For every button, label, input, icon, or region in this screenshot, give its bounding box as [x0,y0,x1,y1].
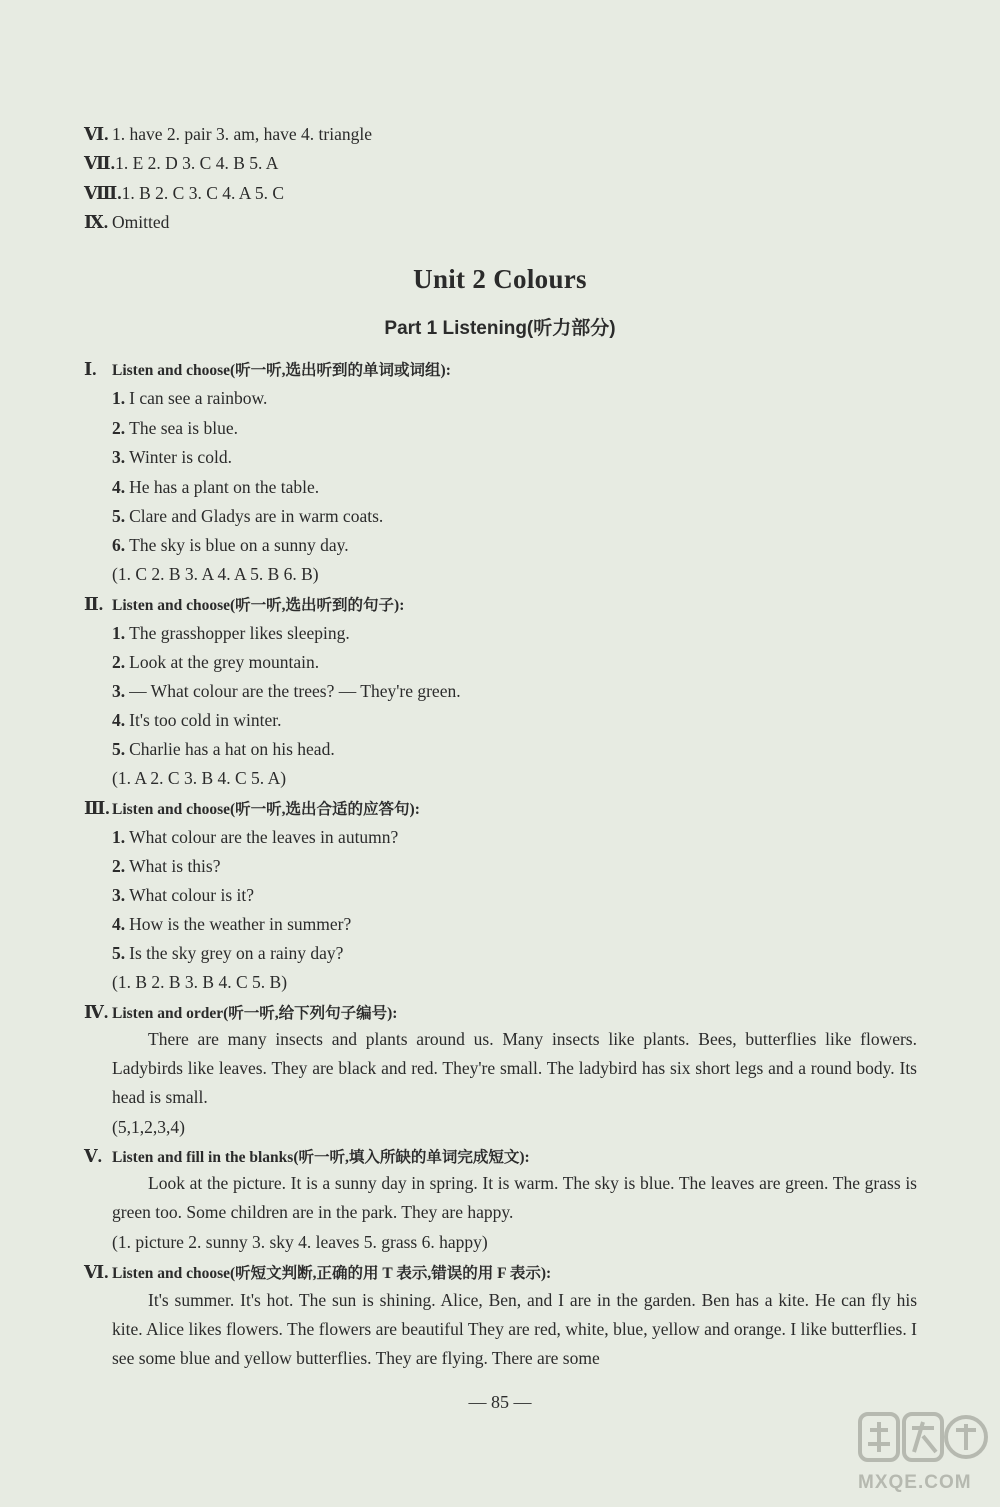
list-item: 2. The sea is blue. [112,418,238,438]
list-item: 1. What colour are the leaves in autumn? [112,827,399,847]
section-2-heading: Ⅱ. Listen and choose(听一听,选出听到的句子): [84,594,405,614]
list-item: 5. Is the sky grey on a rainy day? [112,943,344,963]
list-item: 5. Clare and Gladys are in warm coats. [112,506,384,526]
list-item: 3. — What colour are the trees? — They're green. [112,681,461,701]
list-item: 1. The grasshopper likes sleeping. [112,623,350,643]
answer-line-8: Ⅷ.1. B 2. C 3. C 4. A 5. C [84,183,285,203]
answer-key: (1. C 2. B 3. A 4. A 5. B 6. B) [112,564,319,584]
section-3-heading: Ⅲ. Listen and choose(听一听,选出合适的应答句): [84,798,420,818]
part-title: Part 1 Listening(听力部分) [384,318,616,339]
answer-line-7: Ⅶ.1. E 2. D 3. C 4. B 5. A [84,153,279,173]
answer-key: (1. picture 2. sunny 3. sky 4. leaves 5. grass 6. happy) [112,1232,488,1252]
list-item: 3. Winter is cold. [112,447,232,467]
answer-line-6: Ⅵ. 1. have 2. pair 3. am, have 4. triangle [84,124,372,144]
answer-line-9: Ⅸ. Omitted [84,212,170,232]
answer-key: (1. B 2. B 3. B 4. C 5. B) [112,972,288,992]
page-number: — 85 — [468,1392,532,1412]
site-watermark [858,1408,988,1500]
watermark-logo-icon [858,1408,988,1468]
section-4-heading: Ⅳ. Listen and order(听一听,给下列句子编号): [84,1002,398,1022]
list-item: 2. What is this? [112,856,221,876]
list-item: 4. It's too cold in winter. [112,710,282,730]
list-item: 4. He has a plant on the table. [112,477,320,497]
section-6-heading: Ⅵ. Listen and choose(听短文判断,正确的用 T 表示,错误的用 F 表示): [84,1262,552,1282]
passage-paragraph: It's summer. It's hot. The sun is shining. Alice, Ben, and I are in the garden. Ben has a kite. He can fly his kite. Alice likes flowers. The flowers are beautiful They are red, white, blue, yellow and orange. I like butterflies. I see some blue and yellow butterflies. They are flying. There are some [112,1290,917,1368]
list-item: 1. I can see a rainbow. [112,388,268,408]
section-5-heading: Ⅴ. Listen and fill in the blanks(听一听,填入所缺的单词完成短文): [84,1146,530,1166]
list-item: 4. How is the weather in summer? [112,914,352,934]
unit-title: Unit 2 Colours [413,264,587,294]
passage-paragraph: There are many insects and plants around us. Many insects like plants. Bees, butterflies like flowers. Ladybirds like leaves. They are black and red. They're small. The ladybird has six short legs and a round body. Its head is small. [112,1029,917,1107]
list-item: 2. Look at the grey mountain. [112,652,320,672]
list-item: 5. Charlie has a hat on his head. [112,739,335,759]
list-item: 3. What colour is it? [112,885,255,905]
list-item: 6. The sky is blue on a sunny day. [112,535,349,555]
answer-key: (1. A 2. C 3. B 4. C 5. A) [112,768,287,788]
answer-key: (5,1,2,3,4) [112,1117,185,1137]
watermark-url: MXQE.COM [858,1472,972,1493]
section-1-heading: Ⅰ. Listen and choose(听一听,选出听到的单词或词组): [84,359,451,379]
passage-paragraph: Look at the picture. It is a sunny day in spring. It is warm. The sky is blue. The leaves are green. The grass is green too. Some children are in the park. They are happy. [112,1173,917,1222]
